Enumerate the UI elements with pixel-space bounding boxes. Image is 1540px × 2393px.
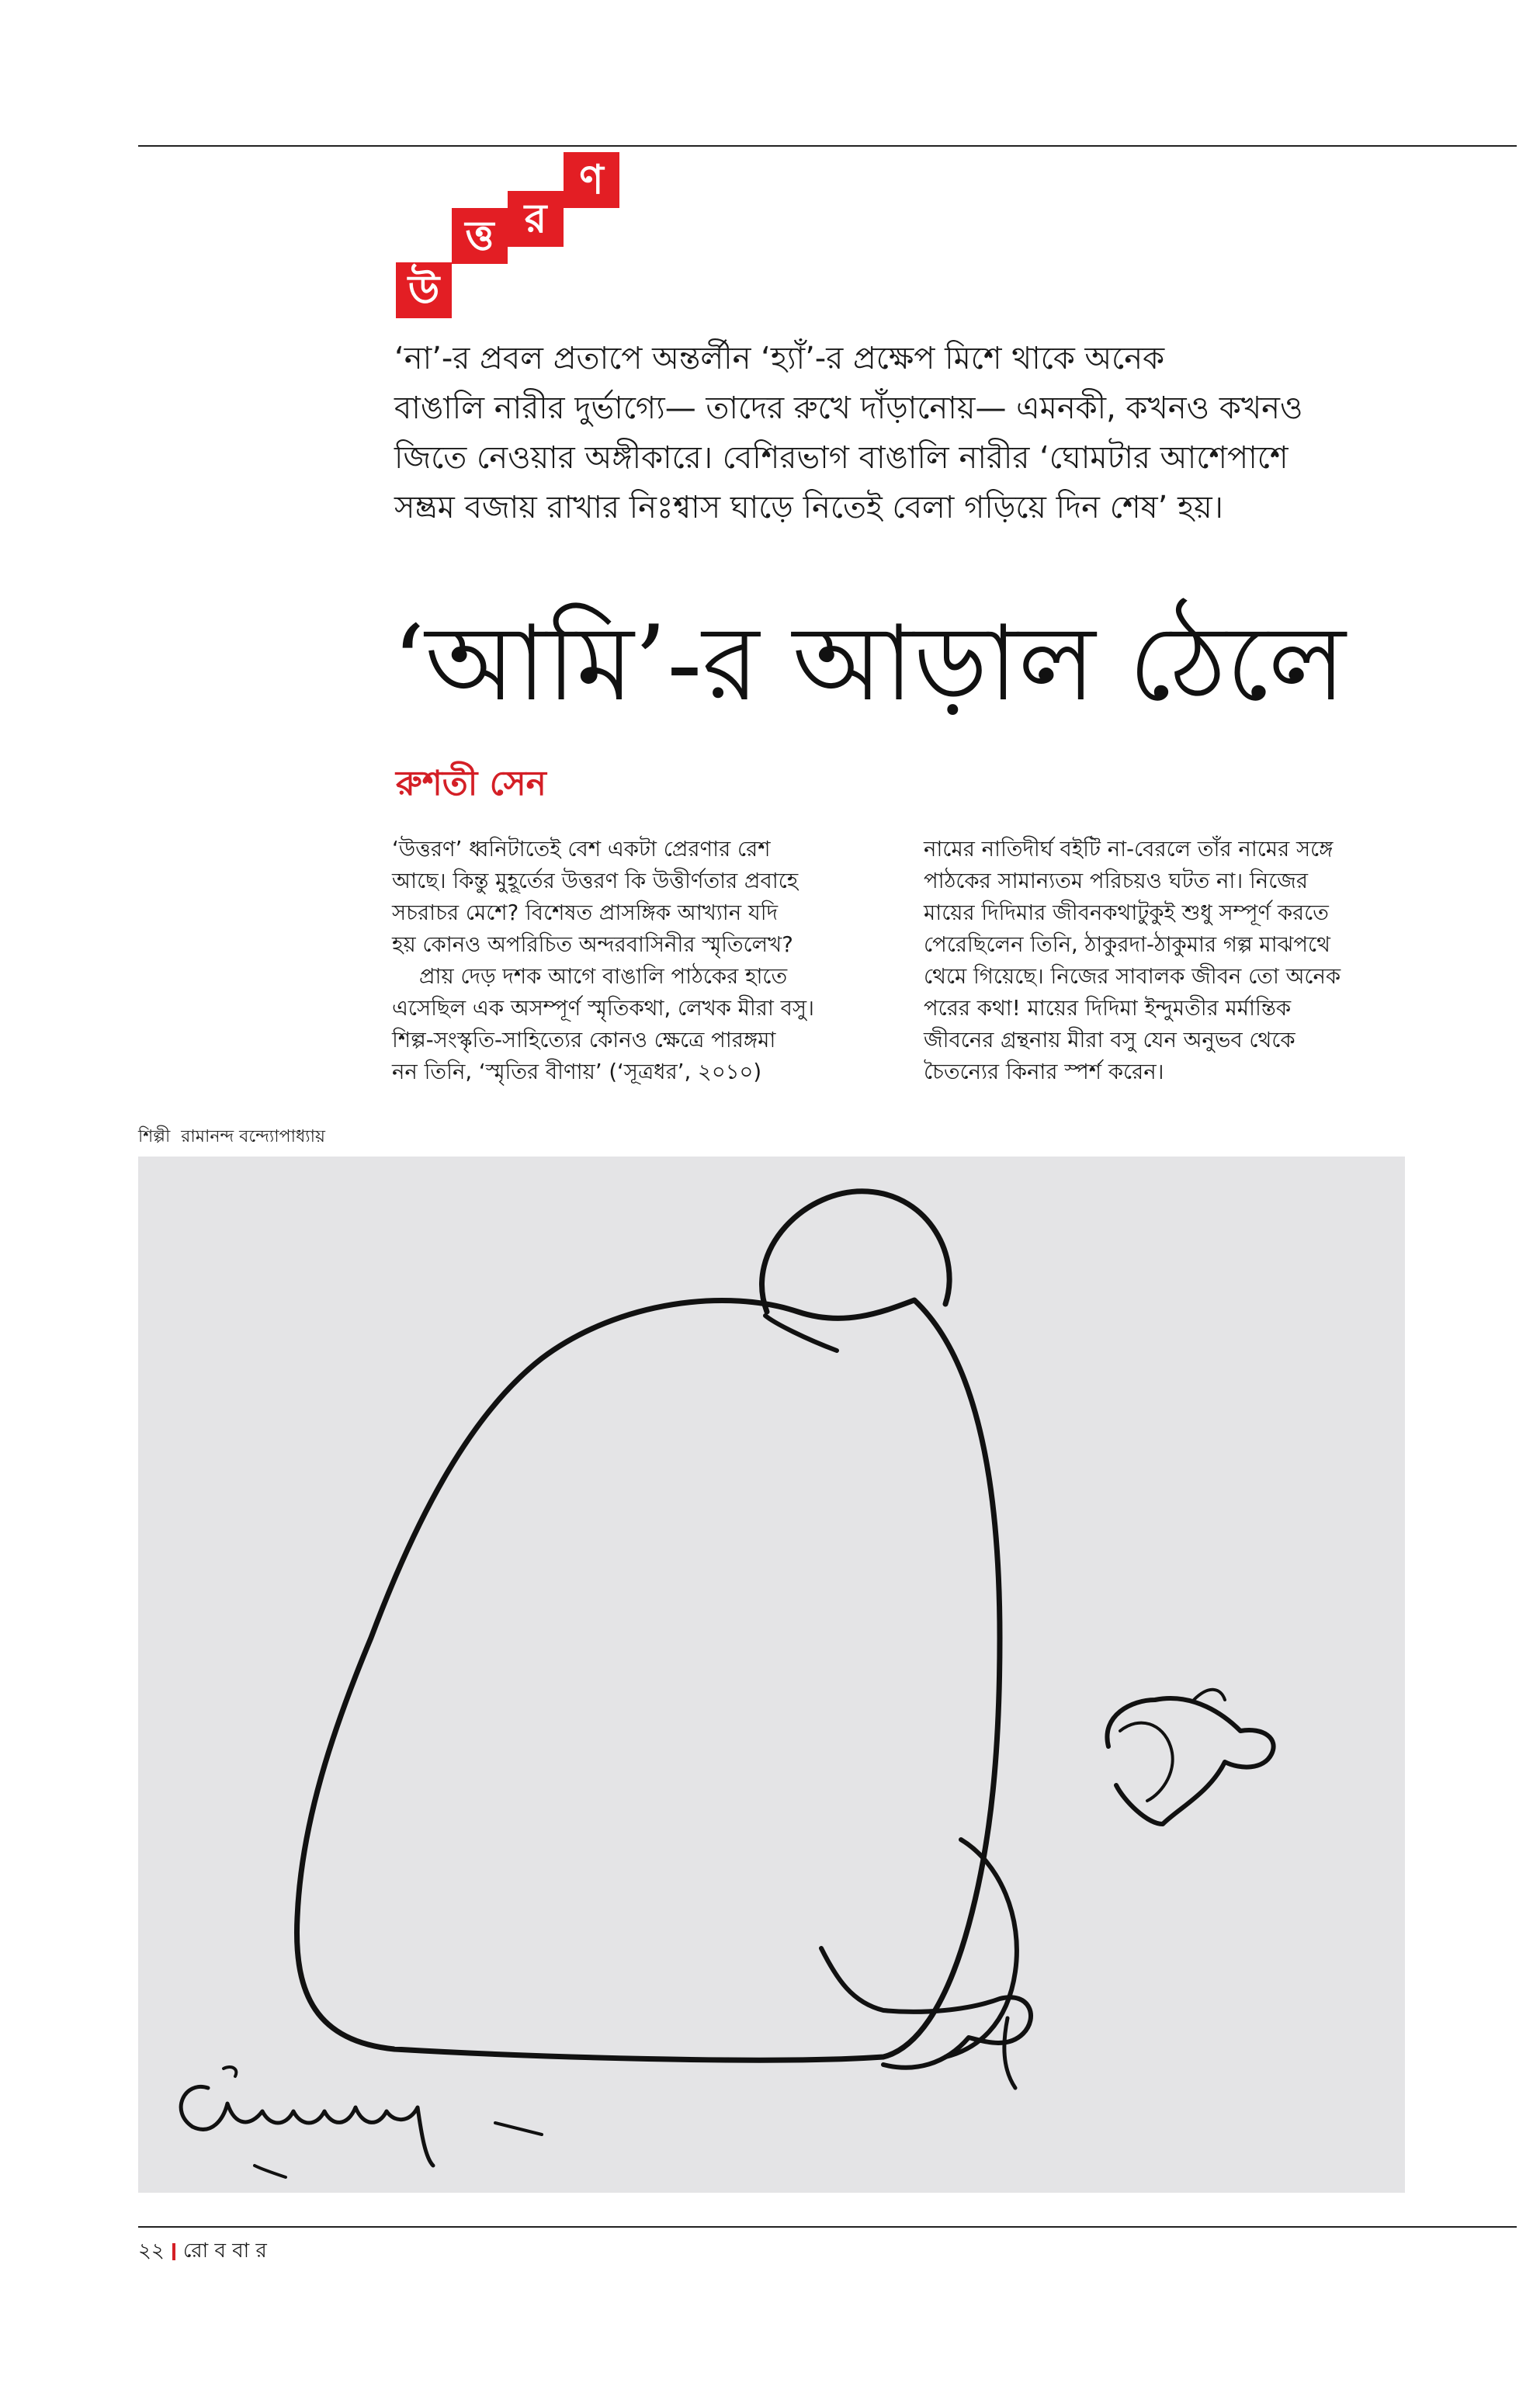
body-line: প্রায় দেড় দশক আগে বাঙালি পাঠকের হাতে (392, 964, 788, 989)
standfirst-line: জিতে নেওয়ার অঙ্গীকারে। বেশিরভাগ বাঙালি নারীর ‘ঘোমটার আশেপাশে (394, 440, 1289, 476)
magazine-name: রো ব বা র (182, 2239, 267, 2263)
standfirst-line: সম্ভ্রম বজায় রাখার নিঃশ্বাস ঘাড়ে নিতেই বেলা গড়িয়ে দিন শেষ’ হয়। (394, 490, 1223, 525)
bottom-rule (138, 2226, 1517, 2228)
page-number: ২২ (138, 2239, 165, 2263)
body-column-right (924, 834, 1358, 1088)
body-line: থেমে গিয়েছে। নিজের সাবালক জীবন তো অনেক (924, 964, 1341, 989)
illustration-credit: শিল্পী রামানন্দ বন্দ্যোপাধ্যায় (138, 1127, 326, 1146)
standfirst (394, 334, 1434, 532)
headline: ‘আমি’-র আড়াল ঠেলে (392, 603, 1346, 724)
section-title-letter-2: ত্ত (452, 208, 508, 264)
body-line: পাঠকের সামান্যতম পরিচয়ও ঘটত না। নিজের (924, 869, 1308, 893)
body-column-left (392, 834, 827, 1088)
page-footer (138, 2235, 267, 2266)
standfirst-line: বাঙালি নারীর দুর্ভাগ্যে— তাদের রুখে দাঁড়ানোয়— এমনকী, কখনও কখনও (394, 390, 1303, 426)
drawing-head (762, 1191, 950, 1312)
body-line: হয় কোনও অপরিচিত অন্দরবাসিনীর স্মৃতিলেখ? (392, 932, 793, 957)
byline-author: রুশতী সেন (396, 764, 546, 803)
body-line: নন তিনি, ‘স্মৃতির বীণায়’ (‘সূত্রধর’, ২০১০) (392, 1060, 762, 1084)
drawing-bird-lower (821, 1948, 1031, 2068)
body-line: শিল্প-সংস্কৃতি-সাহিত্যের কোনও ক্ষেত্রে পারঙ্গমা (392, 1028, 776, 1053)
top-rule (138, 145, 1517, 147)
body-line: জীবনের গ্রন্থনায় মীরা বসু যেন অনুভব থেকে (924, 1028, 1295, 1053)
body-line: আছে। কিন্তু মুহূর্তের উত্তরণ কি উত্তীর্ণতার প্রবাহে (392, 869, 799, 893)
body-line: ‘উত্তরণ’ ধ্বনিটাতেই বেশ একটা প্রেরণার রেশ (392, 837, 771, 862)
body-line: পরের কথা! মায়ের দিদিমা ইন্দুমতীর মর্মান্তিক (924, 996, 1292, 1021)
standfirst-line: ‘না’-র প্রবল প্রতাপে অন্তর্লীন ‘হ্যাঁ’-র প্রক্ষেপ মিশে থাকে অনেক (394, 341, 1165, 376)
section-title-letter-4: ণ (564, 152, 619, 208)
body-line: এসেছিল এক অসম্পূর্ণ স্মৃতিকথা, লেখক মীরা বসু। (392, 996, 814, 1021)
illustration (138, 1157, 1405, 2193)
footer-separator (172, 2243, 175, 2260)
body-line: চৈতন্যের কিনার স্পর্শ করেন। (924, 1060, 1164, 1084)
drawing-bird-upper (1107, 1698, 1273, 1824)
body-line: সচরাচর মেশে? বিশেষত প্রাসঙ্গিক আখ্যান যদি (392, 900, 779, 925)
body-line: নামের নাতিদীর্ঘ বইটি না-বেরলে তাঁর নামের সঙ্গে (924, 837, 1334, 862)
drawing-signature (181, 2086, 433, 2166)
body-line: মায়ের দিদিমার জীবনকথাটুকুই শুধু সম্পূর্ণ করতে (924, 900, 1329, 925)
section-title-letter-3: র (508, 191, 564, 247)
body-line: পেরেছিলেন তিনি, ঠাকুরদা-ঠাকুমার গল্প মাঝপথে (924, 932, 1330, 957)
section-title-letter-1: উ (396, 262, 452, 318)
illustration-drawing (138, 1157, 1405, 2193)
drawing-body (297, 1300, 1000, 2060)
